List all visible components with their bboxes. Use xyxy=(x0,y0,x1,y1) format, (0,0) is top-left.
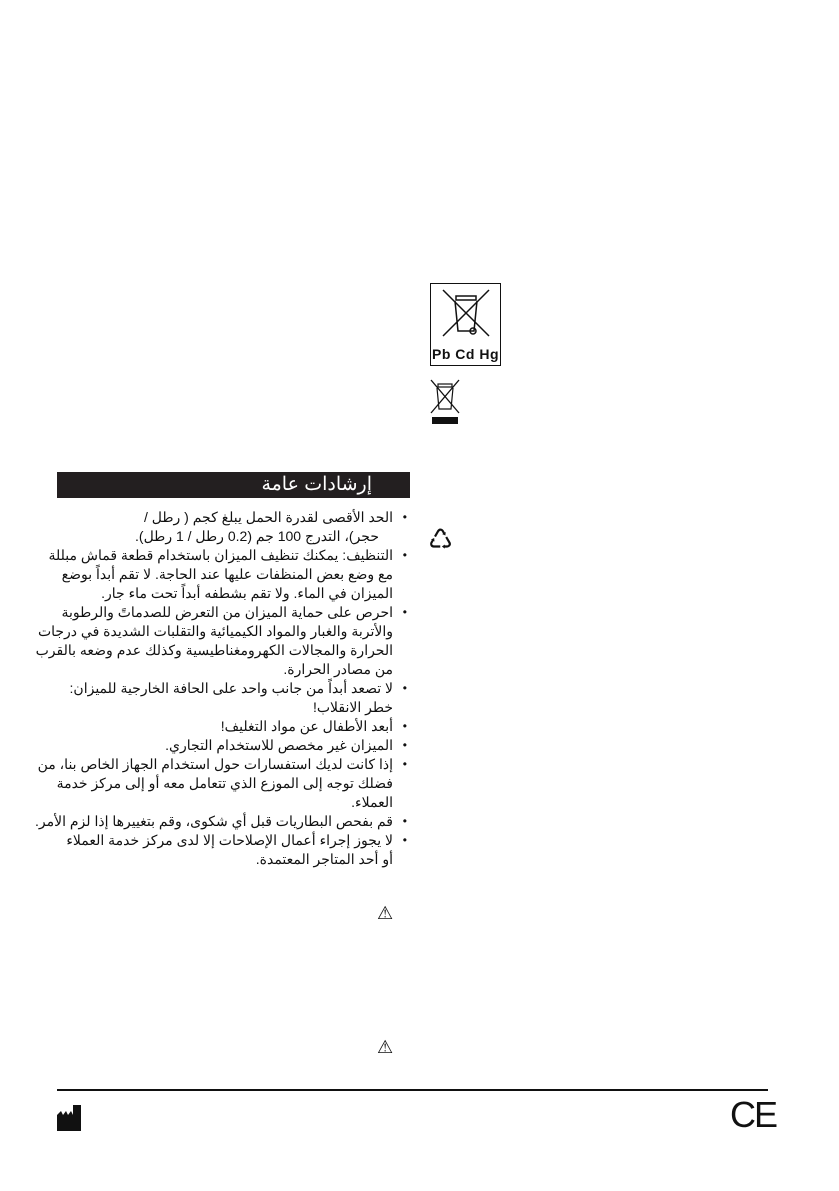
line: والأتربة والغبار والمواد الكيميائية والتقلبات الشديدة في درجات xyxy=(37,623,393,639)
line: حجر)، التدرج 100 جم (0.2 رطل / 1 رطل). xyxy=(135,528,379,544)
manufacturer-icon xyxy=(57,1105,81,1136)
weee-bin-icon xyxy=(428,377,462,430)
line: فضلك توجه إلى الموزع الذي تتعامل معه أو إلى مركز خدمة xyxy=(56,775,393,791)
list-item xyxy=(48,546,407,603)
list-item xyxy=(57,717,407,736)
list-item xyxy=(35,812,407,831)
list-item xyxy=(37,755,407,812)
line: • قم بفحص البطاريات قبل أي شكوى، وقم بتغييرها إذا لزم الأمر. xyxy=(35,813,393,829)
recycle-icon: ♺ xyxy=(428,524,454,555)
line: العملاء. xyxy=(351,794,393,810)
list-item xyxy=(57,831,407,869)
line: • لا يجوز إجراء أعمال الإصلاحات إلا لدى مركز خدمة العملاء xyxy=(66,832,393,848)
warning-icon: ⚠ xyxy=(377,903,394,923)
line: • إذا كانت لديك استفسارات حول استخدام الجهاز الخاص بنا، من xyxy=(37,756,393,772)
line: الميزان في الماء. ولا تقم بشطفه أبداً تحت ماء جار. xyxy=(101,585,393,601)
footer-divider xyxy=(57,1089,768,1091)
list-item xyxy=(35,603,407,679)
line: • لا تصعد أبداً من جانب واحد على الحافة الخارجية للميزان: xyxy=(69,680,393,696)
line: • الحد الأقصى لقدرة الحمل يبلغ كجم ( رطل / xyxy=(144,509,393,525)
line: • الميزان غير مخصص للاستخدام التجاري. xyxy=(165,737,393,753)
line: الحرارة والمجالات الكهرومغناطيسية وكذلك عدم وضعه بالقرب xyxy=(35,642,393,658)
line: • التنظيف: يمكنك تنظيف الميزان باستخدام قطعة قماش مبللة xyxy=(48,547,393,563)
line: خطر الانقلاب! xyxy=(312,699,393,715)
line: مع وضع بعض المنظفات عليها عند الحاجة. لا تقم أبداً بوضع xyxy=(61,566,393,582)
line: أو أحد المتاجر المعتمدة. xyxy=(255,851,393,867)
warning-icon: ⚠ xyxy=(377,1037,394,1057)
line: • أبعد الأطفال عن مواد التغليف! xyxy=(220,718,393,734)
ce-mark-icon: CE xyxy=(730,1094,777,1135)
list-item xyxy=(57,679,407,717)
list-item xyxy=(57,508,407,546)
line: • احرص على حماية الميزان من التعرض للصدماتً والرطوبة xyxy=(61,604,393,620)
line: من مصادر الحرارة. xyxy=(283,661,393,677)
battery-disposal-icon xyxy=(430,283,501,366)
list-item xyxy=(57,736,407,755)
instructions-list xyxy=(35,508,407,869)
battery-chemicals-label: Pb Cd Hg xyxy=(432,346,499,362)
section-heading: إرشادات عامة xyxy=(57,472,410,498)
